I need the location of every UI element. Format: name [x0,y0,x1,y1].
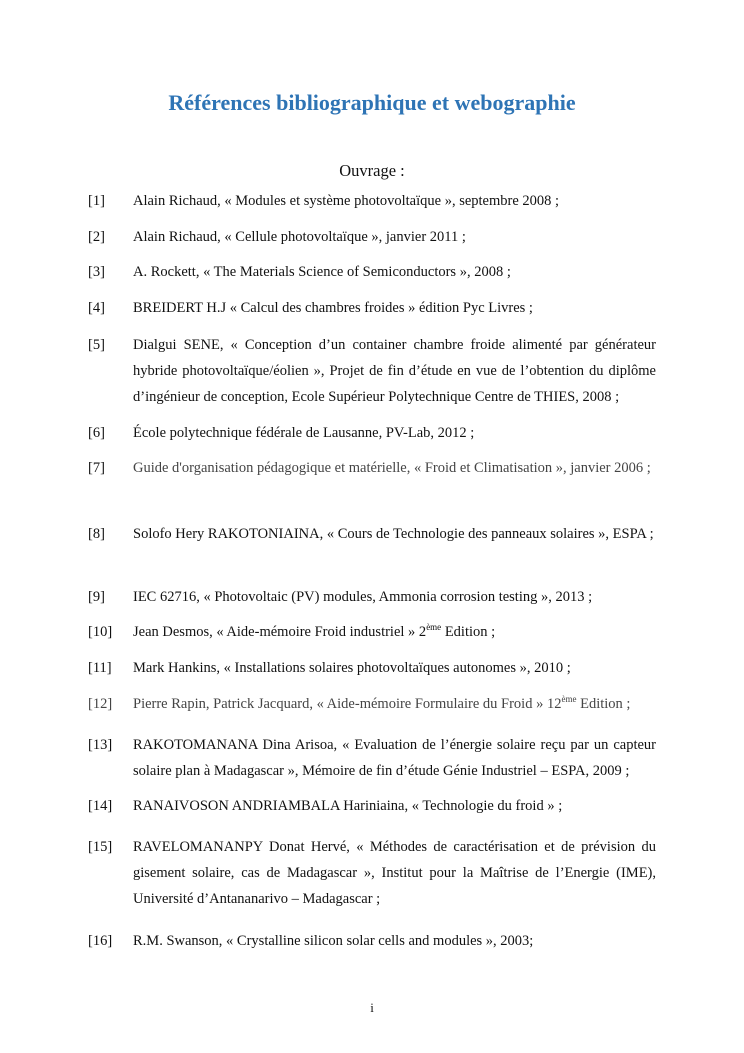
reference-text-part: Pierre Rapin, Patrick Jacquard, « Aide-mémoire Formulaire du Froid » 12 [133,696,562,712]
reference-14 [88,793,656,819]
reference-superscript: ème [426,622,442,632]
reference-text: Alain Richaud, « Cellule photovoltaïque », janvier 2011 ; [133,229,466,245]
reference-text: R.M. Swanson, « Crystalline silicon solar cells and modules », 2003; [133,933,534,949]
reference-11 [88,655,656,681]
reference-number: [2] [88,229,105,245]
reference-number: [16] [88,933,113,949]
reference-3 [88,259,656,285]
reference-number: [3] [88,264,105,280]
reference-superscript: ème [561,694,577,704]
reference-number: [13] [88,737,113,753]
reference-2 [88,224,656,250]
reference-text [133,691,656,717]
reference-number: [12] [88,696,113,712]
reference-text: RAVELOMANANPY Donat Hervé, « Méthodes de caractérisation et de prévision du gisement solaire, cas de Madagascar », Institut pour la Maîtrise de l’Energie (IME), Université d’Antananarivo – Madagascar ; [133,839,656,907]
reference-10 [88,619,656,645]
reference-text-part: Edition ; [576,696,631,712]
reference-5 [88,332,656,410]
reference-number: [14] [88,798,113,814]
section-heading-ouvrage: Ouvrage : [339,161,405,180]
reference-text [133,619,656,645]
reference-15 [88,834,656,912]
reference-text: Dialgui SENE, « Conception d’un container chambre froide alimenté par générateur hybride photovoltaïque/éolien », Projet de fin d’étude en vue de l’obtention du diplôme d’ingénieur de conception, Ecole Supérieur Polytechnique Centre de THIES, 2008 ; [133,337,656,405]
reference-13 [88,732,656,784]
reference-text: RANAIVOSON ANDRIAMBALA Hariniaina, « Technologie du froid » ; [133,798,563,814]
reference-number: [1] [88,193,105,209]
reference-text: IEC 62716, « Photovoltaic (PV) modules, Ammonia corrosion testing », 2013 ; [133,589,593,605]
reference-number: [4] [88,300,105,316]
reference-number: [8] [88,526,105,542]
reference-text: École polytechnique fédérale de Lausanne, PV-Lab, 2012 ; [133,425,475,441]
reference-16 [88,928,656,954]
reference-12 [88,691,656,717]
reference-9 [88,584,656,610]
reference-number: [15] [88,839,113,855]
reference-text: Solofo Hery RAKOTONIAINA, « Cours de Technologie des panneaux solaires », ESPA ; [133,526,654,542]
reference-number: [5] [88,337,105,353]
reference-text-part: Edition ; [441,624,496,640]
reference-text-part: Jean Desmos, « Aide-mémoire Froid industriel » 2 [133,624,427,640]
reference-number: [10] [88,624,113,640]
page-number: i [370,1000,374,1015]
reference-text: Alain Richaud, « Modules et système photovoltaïque », septembre 2008 ; [133,193,560,209]
reference-1 [88,188,656,214]
reference-8 [88,521,656,547]
reference-text: A. Rockett, « The Materials Science of Semiconductors », 2008 ; [133,264,511,280]
reference-number: [11] [88,660,112,676]
reference-number: [9] [88,589,105,605]
reference-text: BREIDERT H.J « Calcul des chambres froides » édition Pyc Livres ; [133,300,533,316]
page-title: Références bibliographique et webographie [168,90,576,115]
reference-7 [88,455,656,481]
reference-text: Mark Hankins, « Installations solaires photovoltaïques autonomes », 2010 ; [133,660,571,676]
reference-4 [88,295,656,321]
reference-6 [88,420,656,446]
reference-number: [7] [88,460,105,476]
reference-text: Guide d'organisation pédagogique et matérielle, « Froid et Climatisation », janvier 2006 ; [133,460,651,476]
reference-text: RAKOTOMANANA Dina Arisoa, « Evaluation de l’énergie solaire reçu par un capteur solaire plan à Madagascar », Mémoire de fin d’étude Génie Industriel – ESPA, 2009 ; [133,737,656,779]
reference-number: [6] [88,425,105,441]
